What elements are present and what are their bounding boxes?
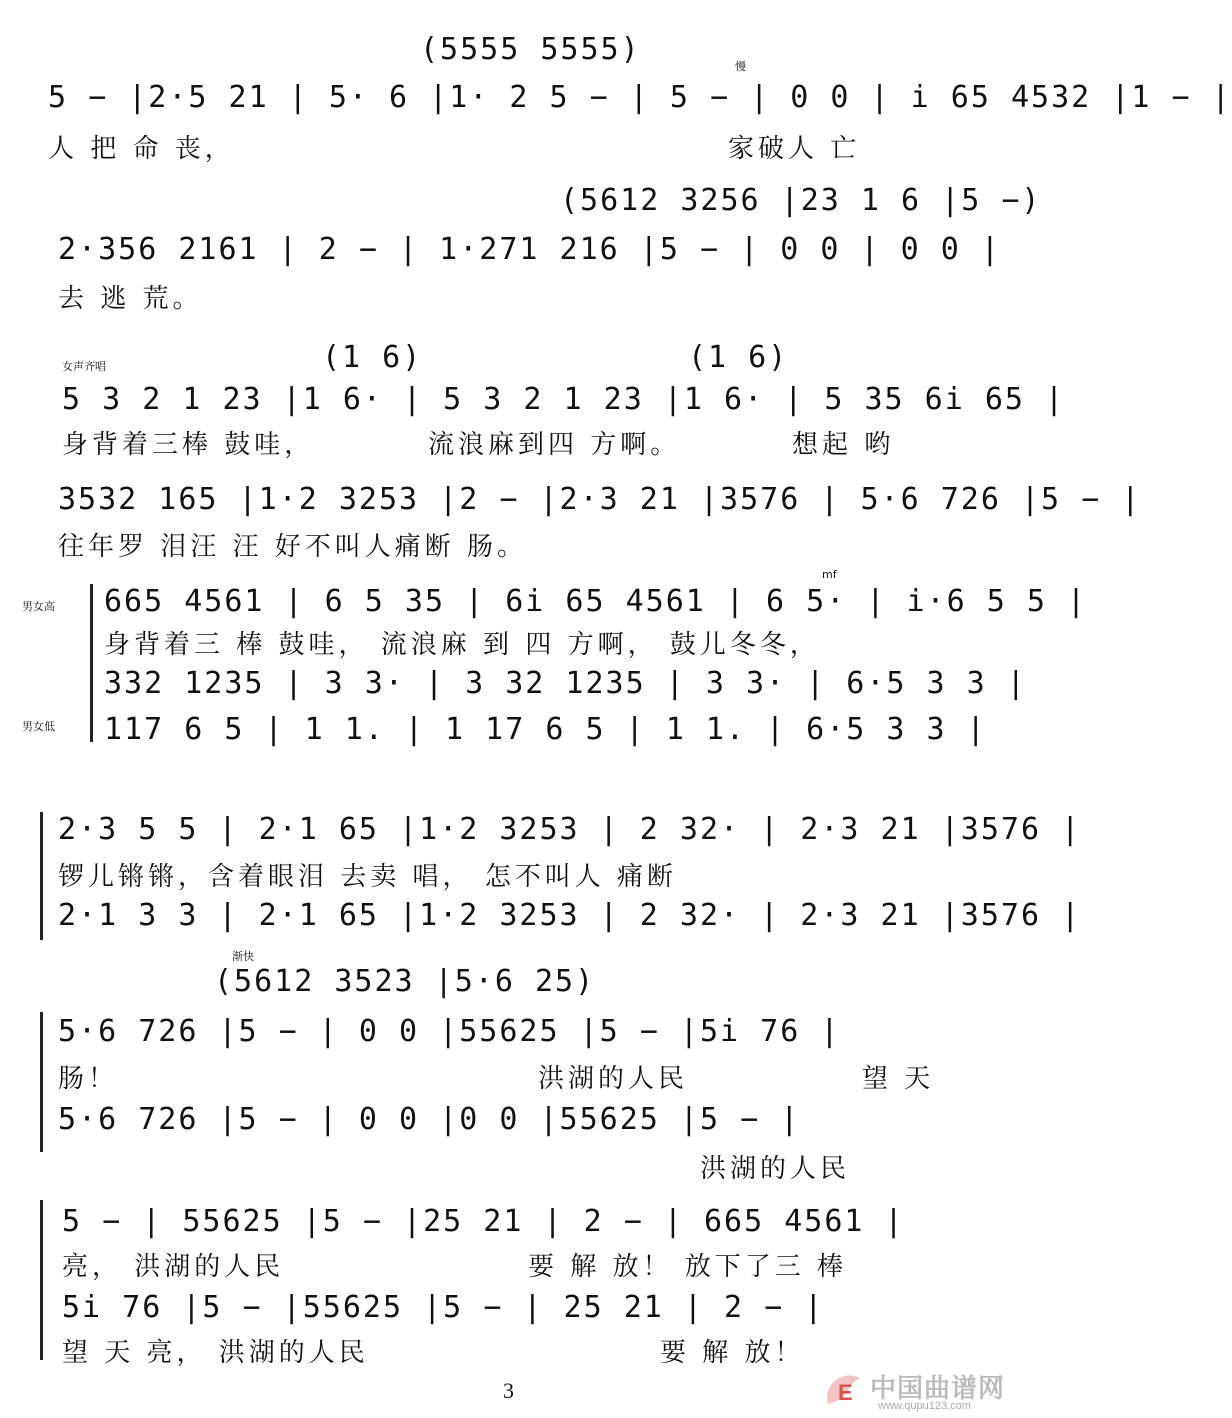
tempo-marking: 慢 bbox=[735, 60, 746, 73]
intro-bracket: (1 6) bbox=[688, 340, 789, 375]
lyric-line: 往年罗 泪汪 汪 好不叫人痛断 肠。 bbox=[58, 532, 528, 562]
svg-text:E: E bbox=[838, 1380, 853, 1405]
system-bracket bbox=[40, 1200, 43, 1360]
notation-line: 117 6 5 | 1 1. | 1 17 6 5 | 1 1. | 6·5 3 3 | bbox=[104, 712, 987, 747]
watermark-url: www.qupu123.com bbox=[878, 1400, 971, 1412]
lyric-line: 要 解 放！ bbox=[660, 1338, 805, 1368]
voice-marking: 女声齐唱 bbox=[62, 360, 106, 373]
intro-bracket: (1 6) bbox=[322, 340, 423, 375]
notation-line: 5 3 2 1 23 |1 6· | 5 3 2 1 23 |1 6· | 5 35 6i 65 | bbox=[62, 382, 1066, 417]
notation-line: 2·1 3 3 | 2·1 65 |1·2 3253 | 2 32· | 2·3 21 |3576 | bbox=[58, 898, 1082, 933]
voice-marking: 男女低 bbox=[22, 720, 55, 733]
lyric-line: 去 逃 荒。 bbox=[58, 284, 203, 314]
lyric-line: 身背着三 棒 鼓哇， 流浪麻 到 四 方啊， 鼓儿冬冬， bbox=[104, 630, 820, 660]
lyric-line: 人 把 命 丧， bbox=[48, 134, 235, 164]
dynamic-marking: mf bbox=[822, 568, 837, 581]
lyric-line: 想起 哟 bbox=[792, 430, 895, 460]
notation-line: 2·3 5 5 | 2·1 65 |1·2 3253 | 2 32· | 2·3 21 |3576 | bbox=[58, 812, 1082, 847]
lyric-line: 望 天 bbox=[862, 1064, 935, 1094]
notation-line: 5 − | 55625 |5 − |25 21 | 2 − | 665 4561 | bbox=[62, 1204, 905, 1239]
lyric-line: 流浪麻到四 方啊。 bbox=[428, 430, 681, 460]
lyric-line: 洪湖的人民 bbox=[700, 1154, 851, 1184]
notation-line: 5·6 726 |5 − | 0 0 |55625 |5 − |5i 76 | bbox=[58, 1014, 841, 1049]
lyric-line: 肠！ bbox=[58, 1064, 119, 1094]
voice-marking: 男女高 bbox=[22, 600, 55, 613]
lyric-line: 洪湖的人民 bbox=[538, 1064, 689, 1094]
notation-line: 2·356 2161 | 2 − | 1·271 216 |5 − | 0 0 | 0 0 | bbox=[58, 232, 1001, 267]
notation-line: 665 4561 | 6 5 35 | 6i 65 4561 | 6 5· | i·6 5 5 | bbox=[104, 584, 1088, 619]
lyric-line: 家破人 亡 bbox=[728, 134, 861, 164]
notation-line: 5i 76 |5 − |55625 |5 − | 25 21 | 2 − | bbox=[62, 1290, 825, 1325]
lyric-line: 要 解 放！ 放下了三 棒 bbox=[528, 1252, 848, 1282]
notation-line: 332 1235 | 3 3· | 3 32 1235 | 3 3· | 6·5 3 3 | bbox=[104, 666, 1027, 701]
system-bracket bbox=[40, 1012, 43, 1152]
page-number: 3 bbox=[503, 1378, 514, 1403]
lyric-line: 锣儿锵锵，含着眼泪 去卖 唱， 怎不叫人 痛断 bbox=[58, 862, 678, 892]
watermark bbox=[822, 1368, 1022, 1414]
watermark-brand: 中国曲谱网 bbox=[870, 1373, 1006, 1403]
intro-bracket: (5612 3523 |5·6 25) bbox=[214, 964, 596, 999]
tempo-marking: 渐快 bbox=[232, 950, 254, 963]
notation-line: 3532 165 |1·2 3253 |2 − |2·3 21 |3576 | 5·6 726 |5 − | bbox=[58, 482, 1142, 517]
intro-bracket: (5612 3256 |23 1 6 |5 −) bbox=[560, 183, 1042, 218]
music-note-logo-icon bbox=[822, 1370, 866, 1410]
system-bracket bbox=[90, 584, 93, 742]
lyric-line: 亮， 洪湖的人民 bbox=[62, 1252, 285, 1282]
notation-line: 5 − |2·5 21 | 5· 6 |1· 2 5 − | 5 − | 0 0 | i 65 4532 |1 − | bbox=[48, 80, 1232, 115]
lyric-line: 身背着三棒 鼓哇， bbox=[62, 430, 315, 460]
notation-line: 5·6 726 |5 − | 0 0 |0 0 |55625 |5 − | bbox=[58, 1102, 801, 1137]
system-bracket bbox=[40, 812, 43, 940]
intro-bracket: (5555 5555) bbox=[420, 32, 641, 67]
lyric-line: 望 天 亮， 洪湖的人民 bbox=[62, 1338, 369, 1368]
